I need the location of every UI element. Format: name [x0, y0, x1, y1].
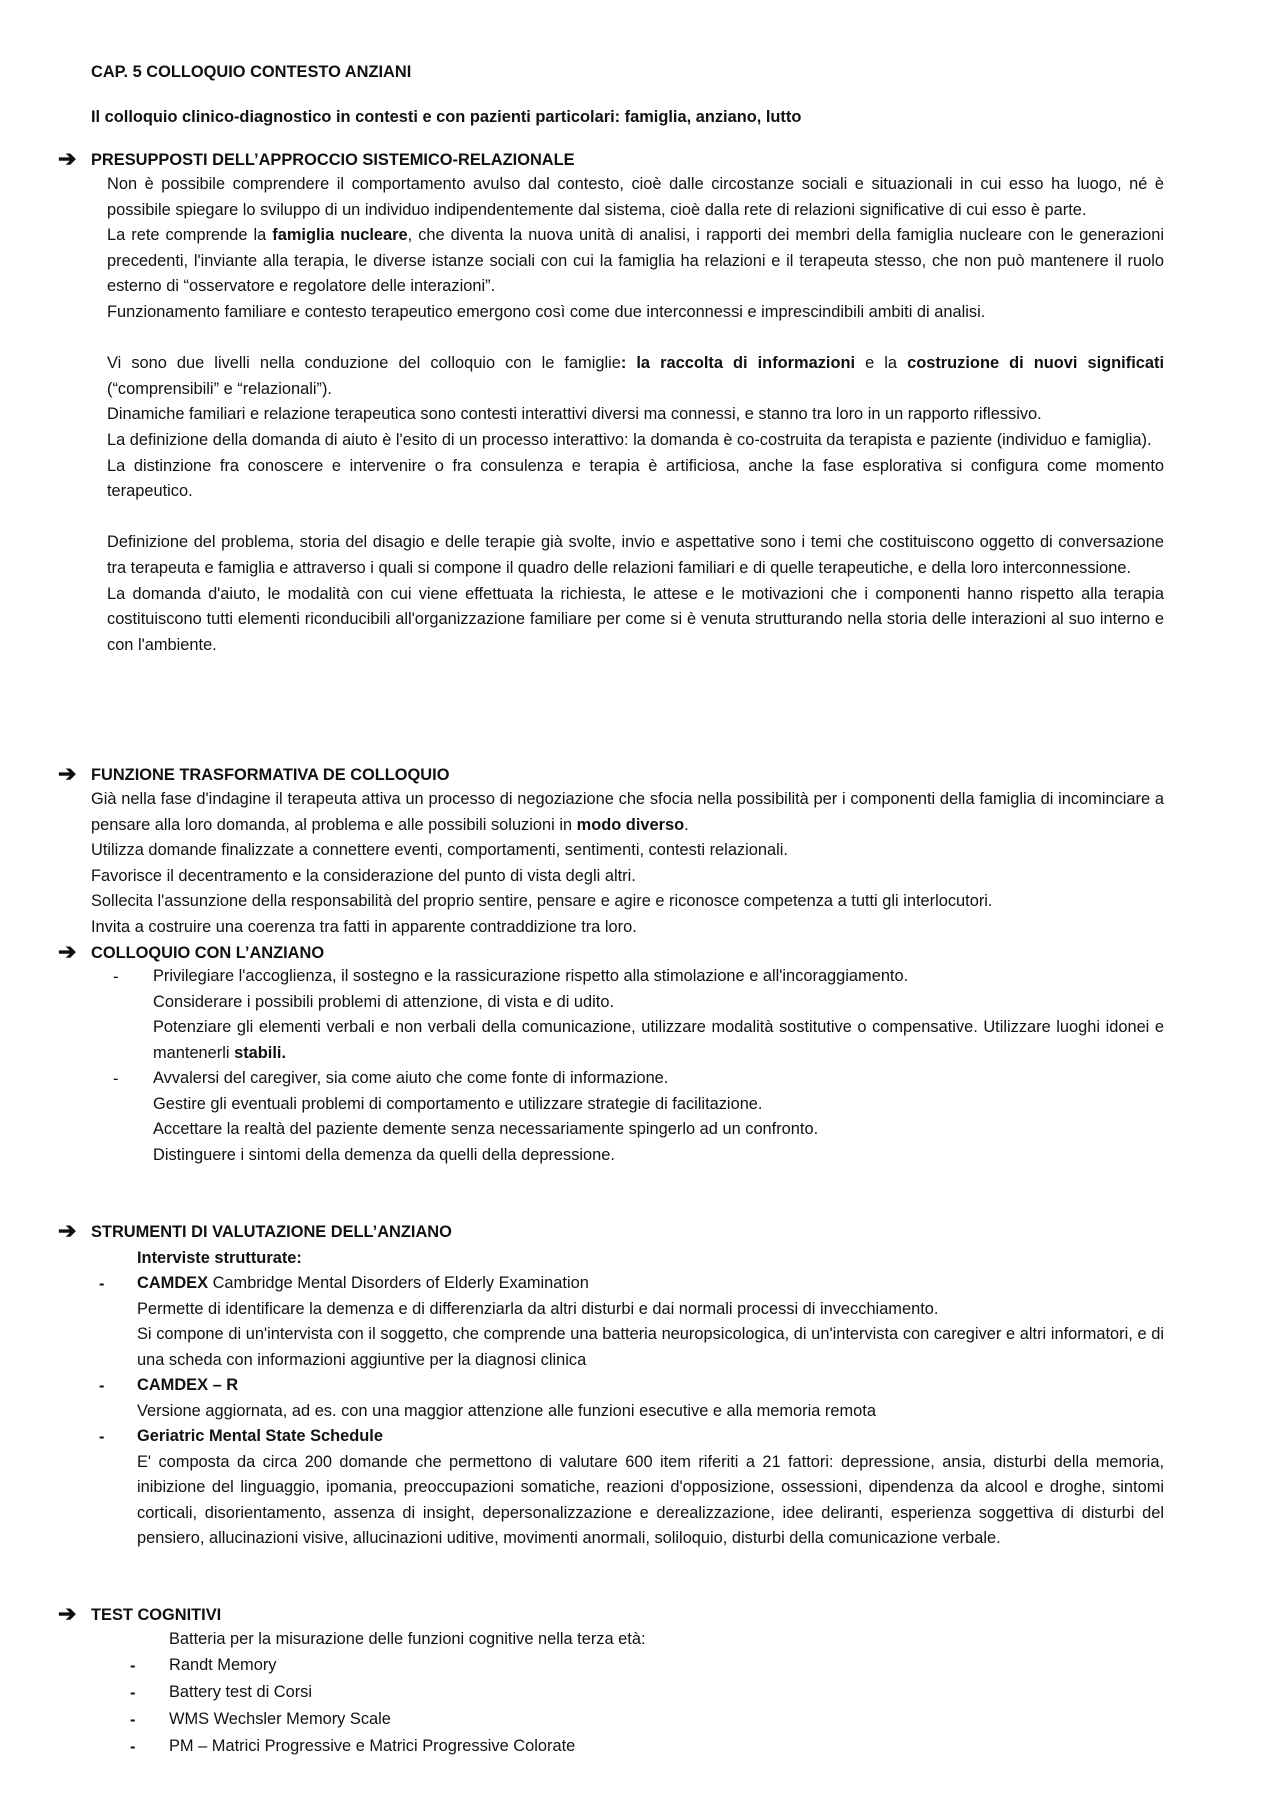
dash-bullet: - [99, 1428, 105, 1446]
section-heading-presupposti: PRESUPPOSTI DELL’APPROCCIO SISTEMICO-RELAZIONALE [91, 151, 575, 169]
section-body-funzione [91, 787, 1164, 941]
paragraph: La distinzione fra conoscere e intervenire o fra consulenza e terapia è artificiosa, anche la fase esplorativa si configura come momento terapeutico. [107, 456, 1164, 501]
list-item: Randt Memory [169, 1656, 277, 1674]
bullet-item: Avvalersi del caregiver, sia come aiuto che come fonte di informazione. Gestire gli eventuali problemi di comportamento e utilizzare strategie di facilitazione. Accettare la realtà del paziente demente senza necessariamente spingerlo ad un confronto. Distinguere i sintomi della demenza da quelli della depressione. [153, 1069, 819, 1164]
dash-bullet: - [130, 1711, 136, 1729]
paragraph: Vi sono due livelli nella conduzione del colloquio con le famiglie: la raccolta di informazioni e la costruzione di nuovi significati (“comprensibili” e “relazionali”). [107, 354, 1164, 398]
paragraph: Già nella fase d'indagine il terapeuta attiva un processo di negoziazione che sfocia nella possibilità per i componenti della famiglia di incominciare a pensare alla loro domanda, al problema e alle possibili soluzioni in modo diverso. [91, 790, 1164, 834]
dash-bullet: - [130, 1657, 136, 1675]
section-body-presupposti [107, 172, 1164, 658]
dash-bullet: - [130, 1684, 136, 1702]
arrow-bullet-icon: ➔ [58, 146, 77, 171]
dash-bullet: - [113, 1070, 119, 1088]
paragraph: Sollecita l'assunzione della responsabilità del proprio sentire, pensare e agire e riconosce competenza a tutti gli interlocutori. [91, 892, 993, 911]
paragraph: Dinamiche familiari e relazione terapeutica sono contesti interattivi diversi ma connessi, e stanno tra loro in un rapporto riflessivo. [107, 405, 1042, 424]
arrow-bullet-icon: ➔ [58, 761, 77, 786]
section-heading-funzione: FUNZIONE TRASFORMATIVA DE COLLOQUIO [91, 766, 450, 784]
document-title: CAP. 5 COLLOQUIO CONTESTO ANZIANI [91, 63, 412, 81]
section-heading-strumenti: STRUMENTI DI VALUTAZIONE DELL’ANZIANO [91, 1223, 452, 1241]
paragraph: La domanda d'aiuto, le modalità con cui viene effettuata la richiesta, le attese e le motivazioni che i componenti hanno rispetto alla terapia costituiscono tutti elementi riconducibili all'organizzazione familiare per come si è venuta strutturando nella storia delle interazioni al suo interno e con l'ambiente. [107, 584, 1164, 654]
section-heading-anziano: COLLOQUIO CON L’ANZIANO [91, 944, 325, 962]
document-subtitle: Il colloquio clinico-diagnostico in contesti e con pazienti particolari: famiglia, anziano, lutto [91, 108, 802, 126]
paragraph: Non è possibile comprendere il comportamento avulso dal contesto, cioè dalle circostanze sociali e situazionali in cui esso ha luogo, né è possibile spiegare lo sviluppo di un individuo indipendentemente dal sistema, cioè dalla rete di relazioni significative di cui esso è parte. [107, 175, 1164, 219]
instrument-camdex: CAMDEX Cambridge Mental Disorders of Elderly Examination Permette di identificare la demenza e di differenziarla da altri disturbi e dai normali processi di invecchiamento. Si compone di un'intervista con il soggetto, che comprende una batteria neuropsicologica, di un'intervista con caregiver e altri informatori, e di una scheda con informazioni aggiuntive per la diagnosi clinica [137, 1274, 1164, 1369]
section-heading-test-cognitivi: TEST COGNITIVI [91, 1606, 222, 1624]
list-item: PM – Matrici Progressive e Matrici Progressive Colorate [169, 1737, 576, 1755]
paragraph: Definizione del problema, storia del disagio e delle terapie già svolte, invio e aspettative sono i temi che costituiscono oggetto di conversazione tra terapeuta e famiglia e attraverso i quali si compone il quadro delle relazioni familiari e di quelle terapeutiche, e della loro interconnessione. [107, 533, 1164, 577]
list-item: Battery test di Corsi [169, 1683, 313, 1701]
dash-bullet: - [99, 1275, 105, 1293]
paragraph: Utilizza domande finalizzate a connettere eventi, comportamenti, sentimenti, contesti relazionali. [91, 841, 788, 860]
arrow-bullet-icon: ➔ [58, 1218, 77, 1243]
arrow-bullet-icon: ➔ [58, 939, 77, 964]
list-item: WMS Wechsler Memory Scale [169, 1710, 391, 1728]
paragraph: Invita a costruire una coerenza tra fatti in apparente contraddizione tra loro. [91, 917, 637, 936]
paragraph: La definizione della domanda di aiuto è l'esito di un processo interattivo: la domanda è co-costruita da terapista e paziente (individuo e famiglia). [107, 430, 1152, 449]
dash-bullet: - [130, 1738, 136, 1756]
paragraph: Favorisce il decentramento e la considerazione del punto di vista degli altri. [91, 866, 636, 885]
instrument-gmss: Geriatric Mental State Schedule E' composta da circa 200 domande che permettono di valutare 600 item riferiti a 21 fattori: depressione, ansia, disturbi della memoria, inibizione del linguaggio, ipomania, preoccupazioni somatiche, reazioni d'opposizione, ossessioni, dipendenza da alcool e droghe, sintomi corticali, disorientamento, assenza di insight, depersonalizzazione e derealizzazione, idee deliranti, esperienza soggettiva di disturbi del pensiero, allucinazioni visive, allucinazioni uditive, movimenti anormali, soliloquio, disturbi della comunicazione verbale. [137, 1427, 1164, 1548]
instrument-camdex-r: CAMDEX – R Versione aggiornata, ad es. con una maggior attenzione alle funzioni esecutive e alla memoria remota [137, 1376, 876, 1420]
paragraph: Funzionamento familiare e contesto terapeutico emergono così come due interconnessi e imprescindibili ambiti di analisi. [107, 302, 986, 321]
test-intro: Batteria per la misurazione delle funzioni cognitive nella terza età: [169, 1630, 646, 1648]
bullet-item: Privilegiare l'accoglienza, il sostegno e la rassicurazione rispetto alla stimolazione e all'incoraggiamento. Considerare i possibili problemi di attenzione, di vista e di udito. Potenziare gli elementi verbali e non verbali della comunicazione, utilizzare modalità sostitutive o compensative. Utilizzare luoghi idonei e mantenerli stabili. [153, 967, 1164, 1062]
dash-bullet: - [113, 968, 119, 986]
dash-bullet: - [99, 1377, 105, 1395]
paragraph: La rete comprende la famiglia nucleare, che diventa la nuova unità di analisi, i rapporti dei membri della famiglia nucleare con le generazioni precedenti, l'inviante alla terapia, le diverse istanze sociali con cui la famiglia ha relazioni e il terapeuta stesso, che non può mantenere il ruolo esterno di “osservatore e regolatore delle interazioni”. [107, 226, 1165, 296]
subheading-interviste: Interviste strutturate: [137, 1249, 302, 1267]
arrow-bullet-icon: ➔ [58, 1601, 77, 1626]
